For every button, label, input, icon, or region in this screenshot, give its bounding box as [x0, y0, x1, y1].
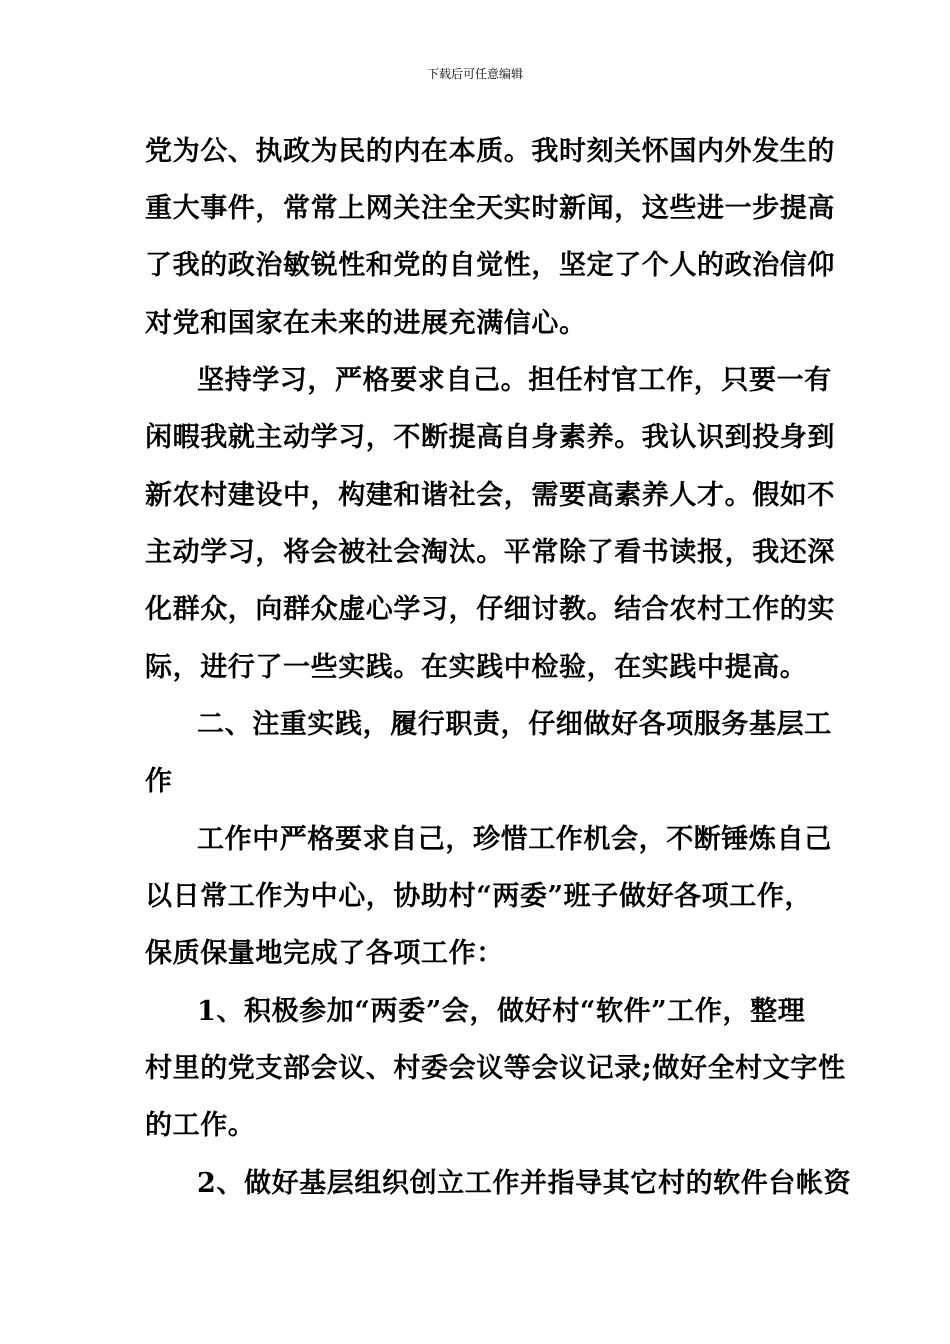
body-line: 闲暇我就主动学习，不断提高自身素养。我认识到投身到: [145, 422, 835, 453]
body-line: 际，进行了一些实践。在实践中检验，在实践中提高。: [145, 652, 808, 683]
body-line: 重大事件，常常上网关注全天实时新闻，这些进一步提高: [145, 193, 835, 224]
paragraph-first-line: 坚持学习，严格要求自己。担任村官工作，只要一有: [197, 365, 832, 396]
body-line: 保质保量地完成了各项工作：: [145, 938, 504, 969]
body-line: 以日常工作为中心，协助村“两委”班子做好各项工作，: [145, 881, 813, 912]
list-item-1: 1、积极参加“两委”会，做好村“软件”工作，整理: [197, 996, 806, 1027]
page-header: 下载后可任意编辑: [426, 67, 523, 81]
body-line: 的工作。: [145, 1110, 256, 1141]
body-line: 党为公、执政为民的内在本质。我时刻关怀国内外发生的: [145, 136, 835, 167]
body-line: 了我的政治敏锐性和党的自觉性，坚定了个人的政治信仰: [145, 250, 835, 281]
paragraph-first-line: 工作中严格要求自己，珍惜工作机会，不断锤炼自己: [197, 824, 832, 855]
body-line: 村里的党支部会议、村委会议等会议记录;做好全村文字性: [145, 1053, 846, 1084]
body-line: 化群众，向群众虚心学习，仔细讨教。结合农村工作的实: [145, 594, 835, 625]
list-item-2: 2、做好基层组织创立工作并指导其它村的软件台帐资: [197, 1168, 852, 1199]
section-heading: 二、注重实践，履行职责，仔细做好各项服务基层工: [197, 709, 832, 740]
body-line: 新农村建设中，构建和谐社会，需要高素养人才。假如不: [145, 480, 835, 511]
body-line: 主动学习，将会被社会淘汰。平常除了看书读报，我还深: [145, 537, 835, 568]
section-heading-continued: 作: [145, 766, 173, 797]
body-line: 对党和国家在未来的进展充满信心。: [145, 308, 587, 339]
